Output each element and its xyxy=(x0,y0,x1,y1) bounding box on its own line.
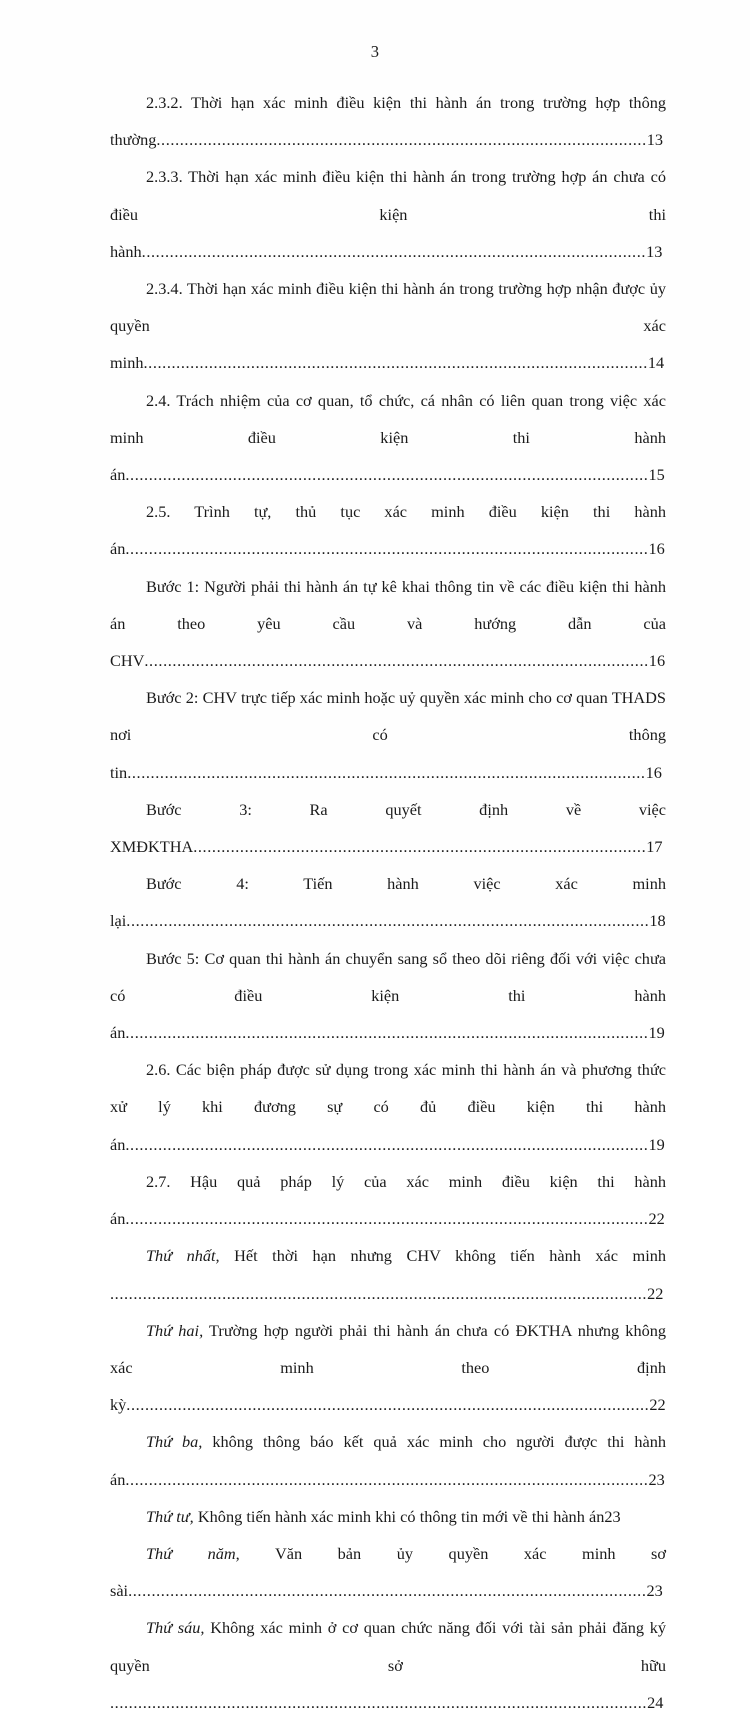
toc-entry[interactable] xyxy=(110,1423,666,1497)
toc-entry[interactable] xyxy=(110,791,666,865)
toc-entry-emphasis: Thứ hai, xyxy=(146,1320,204,1340)
toc-entry-tail xyxy=(110,1693,663,1712)
dot-leader: ................................................................................................................ xyxy=(125,1469,649,1489)
toc-entry-tail xyxy=(125,1209,664,1228)
toc-page-number: 22 xyxy=(649,1395,666,1415)
toc-page-number: 22 xyxy=(648,1209,665,1229)
dot-leader: ............................................................................................................... xyxy=(128,1581,647,1601)
toc-page-number: 15 xyxy=(648,465,665,485)
toc-entry-title: Văn bản ủy quyền xác minh sơ sài xyxy=(110,1543,666,1601)
dot-leader: ................................................................................................................ xyxy=(125,465,649,485)
toc-entry-tail xyxy=(144,651,665,670)
toc-entry[interactable] xyxy=(110,270,666,382)
toc-page-number: 16 xyxy=(645,762,662,782)
toc-entry-emphasis: Thứ năm, xyxy=(146,1543,240,1563)
table-of-contents-list xyxy=(110,84,666,1721)
toc-entry-title: Bước 2: CHV trực tiếp xác minh hoặc uỷ quyền xác minh cho cơ quan THADS nơi có thông tin xyxy=(110,688,666,782)
toc-page-number: 17 xyxy=(646,837,663,857)
dot-leader: ............................................................................................................... xyxy=(127,762,646,782)
toc-entry-title: 2.3.3. Thời hạn xác minh điều kiện thi hành án trong trường hợp án chưa có điều kiện thi hành xyxy=(110,167,666,261)
toc-page-number: 19 xyxy=(648,1023,665,1043)
toc-entry-tail xyxy=(156,130,663,149)
toc-entry-title: 2.3.4. Thời hạn xác minh điều kiện thi hành án trong trường hợp nhận được ủy quyền xác minh xyxy=(110,279,666,373)
toc-entry[interactable] xyxy=(110,382,666,494)
dot-leader: ................................................................................................................... xyxy=(110,1692,648,1712)
toc-page-number: 16 xyxy=(648,651,666,671)
toc-entry[interactable] xyxy=(110,865,666,939)
toc-entry-tail xyxy=(126,1395,665,1414)
toc-page-number: 19 xyxy=(648,1134,665,1154)
toc-page-number: 24 xyxy=(647,1692,664,1712)
toc-entry-tail xyxy=(128,1581,663,1600)
toc-entry-title: 2.4. Trách nhiệm của cơ quan, tổ chức, cá nhân có liên quan trong việc xác minh điều kiện thi hành án xyxy=(110,390,666,485)
toc-entry[interactable] xyxy=(110,84,666,158)
toc-page-number: 23 xyxy=(648,1469,665,1489)
toc-entry-tail xyxy=(127,763,662,782)
dot-leader: ............................................................................................................ xyxy=(141,241,647,261)
toc-entry[interactable] xyxy=(110,493,666,567)
toc-entry-title: Không tiến hành xác minh khi có thông tin mới về thi hành án xyxy=(193,1506,605,1526)
dot-leader: ......................................................................................................... xyxy=(156,130,647,150)
toc-entry-title: Hết thời hạn nhưng CHV không tiến hành xác minh xyxy=(219,1246,667,1266)
toc-entry-tail xyxy=(125,465,664,484)
page-number: 3 xyxy=(370,42,380,61)
toc-entry-tail xyxy=(125,1023,664,1042)
toc-entry[interactable] xyxy=(110,568,666,680)
dot-leader: ................................................................................................................... xyxy=(110,1283,648,1303)
toc-entry-tail xyxy=(142,242,663,261)
toc-entry-tail xyxy=(143,353,664,372)
toc-entry-title: Bước 1: Người phải thi hành án tự kê khai thông tin về các điều kiện thi hành án theo yêu cầu và hướng dẫn của CHV xyxy=(110,576,666,671)
toc-entry[interactable] xyxy=(110,1237,666,1311)
toc-entry-title: Bước 5: Cơ quan thi hành án chuyển sang sổ theo dõi riêng đối với việc chưa có điều kiện thi hành án xyxy=(110,948,666,1043)
toc-entry-tail xyxy=(126,911,665,930)
dot-leader: ................................................................................................................ xyxy=(126,1395,650,1415)
toc-entry-emphasis: Thứ sáu, xyxy=(146,1618,205,1638)
toc-entry-title: 2.3.2. Thời hạn xác minh điều kiện thi hành án trong trường hợp thông thường xyxy=(110,93,666,150)
toc-page-number: 23 xyxy=(646,1581,663,1601)
dot-leader: ................................................................................................................ xyxy=(126,911,650,931)
toc-entry-tail xyxy=(125,1135,664,1154)
toc-entry-title: Bước 4: Tiến hành việc xác minh lại xyxy=(110,874,666,931)
toc-entry[interactable] xyxy=(110,1051,666,1163)
toc-entry-title: Bước 3: Ra quyết định về việc XMĐKTHA xyxy=(110,799,666,857)
toc-entry-title: không thông báo kết quả xác minh cho người được thi hành án xyxy=(110,1432,666,1489)
toc-entry[interactable] xyxy=(110,1535,666,1609)
toc-entry-title: 2.7. Hậu quả pháp lý của xác minh điều kiện thi hành án xyxy=(110,1171,666,1229)
toc-page-number: 13 xyxy=(646,130,664,150)
toc-entry-tail xyxy=(604,1507,620,1526)
toc-entry[interactable] xyxy=(110,940,666,1052)
toc-page-number: 18 xyxy=(649,911,666,931)
dot-leader: ................................................................................................................ xyxy=(125,539,649,559)
toc-entry-emphasis: Thứ ba, xyxy=(146,1432,203,1452)
toc-entry-title: Trường hợp người phải thi hành án chưa có ĐKTHA nhưng không xác minh theo định kỳ xyxy=(110,1320,667,1415)
dot-leader: ............................................................................................................ xyxy=(143,353,648,373)
toc-page-number: 16 xyxy=(648,539,665,559)
toc-entry[interactable] xyxy=(110,1498,666,1535)
toc-entry-title: Không xác minh ở cơ quan chức năng đối với tài sản phải đăng ký quyền sở hữu xyxy=(110,1618,666,1675)
toc-entry[interactable] xyxy=(110,158,666,270)
toc-entry-tail xyxy=(193,837,662,856)
dot-leader: ............................................................................................................ xyxy=(144,651,649,671)
dot-leader: ................................................................................................................ xyxy=(125,1209,649,1229)
dot-leader: ................................................................................................. xyxy=(193,837,647,857)
toc-entry-emphasis: Thứ nhất, xyxy=(146,1246,220,1266)
toc-entry[interactable] xyxy=(110,1163,666,1237)
toc-entry-tail xyxy=(110,1284,663,1303)
toc-entry-emphasis: Thứ tư, xyxy=(146,1506,194,1526)
toc-entry[interactable] xyxy=(110,1609,666,1721)
toc-page-number: 22 xyxy=(647,1283,664,1303)
toc-entry[interactable] xyxy=(110,1312,666,1424)
toc-entry-tail xyxy=(125,1470,664,1489)
toc-page-number: 23 xyxy=(604,1506,621,1526)
toc-entry[interactable] xyxy=(110,679,666,791)
toc-entry-title: 2.5. Trình tự, thủ tục xác minh điều kiện thi hành án xyxy=(110,502,666,559)
toc-entry-tail xyxy=(125,539,664,558)
dot-leader: ................................................................................................................ xyxy=(125,1023,649,1043)
dot-leader: ................................................................................................................ xyxy=(125,1134,649,1154)
toc-page-number: 14 xyxy=(647,353,665,373)
toc-page-number: 13 xyxy=(646,241,663,261)
toc-entry-title: 2.6. Các biện pháp được sử dụng trong xác minh thi hành án và phương thức xử lý khi đương sự có đủ điều kiện thi hành án xyxy=(110,1060,666,1154)
